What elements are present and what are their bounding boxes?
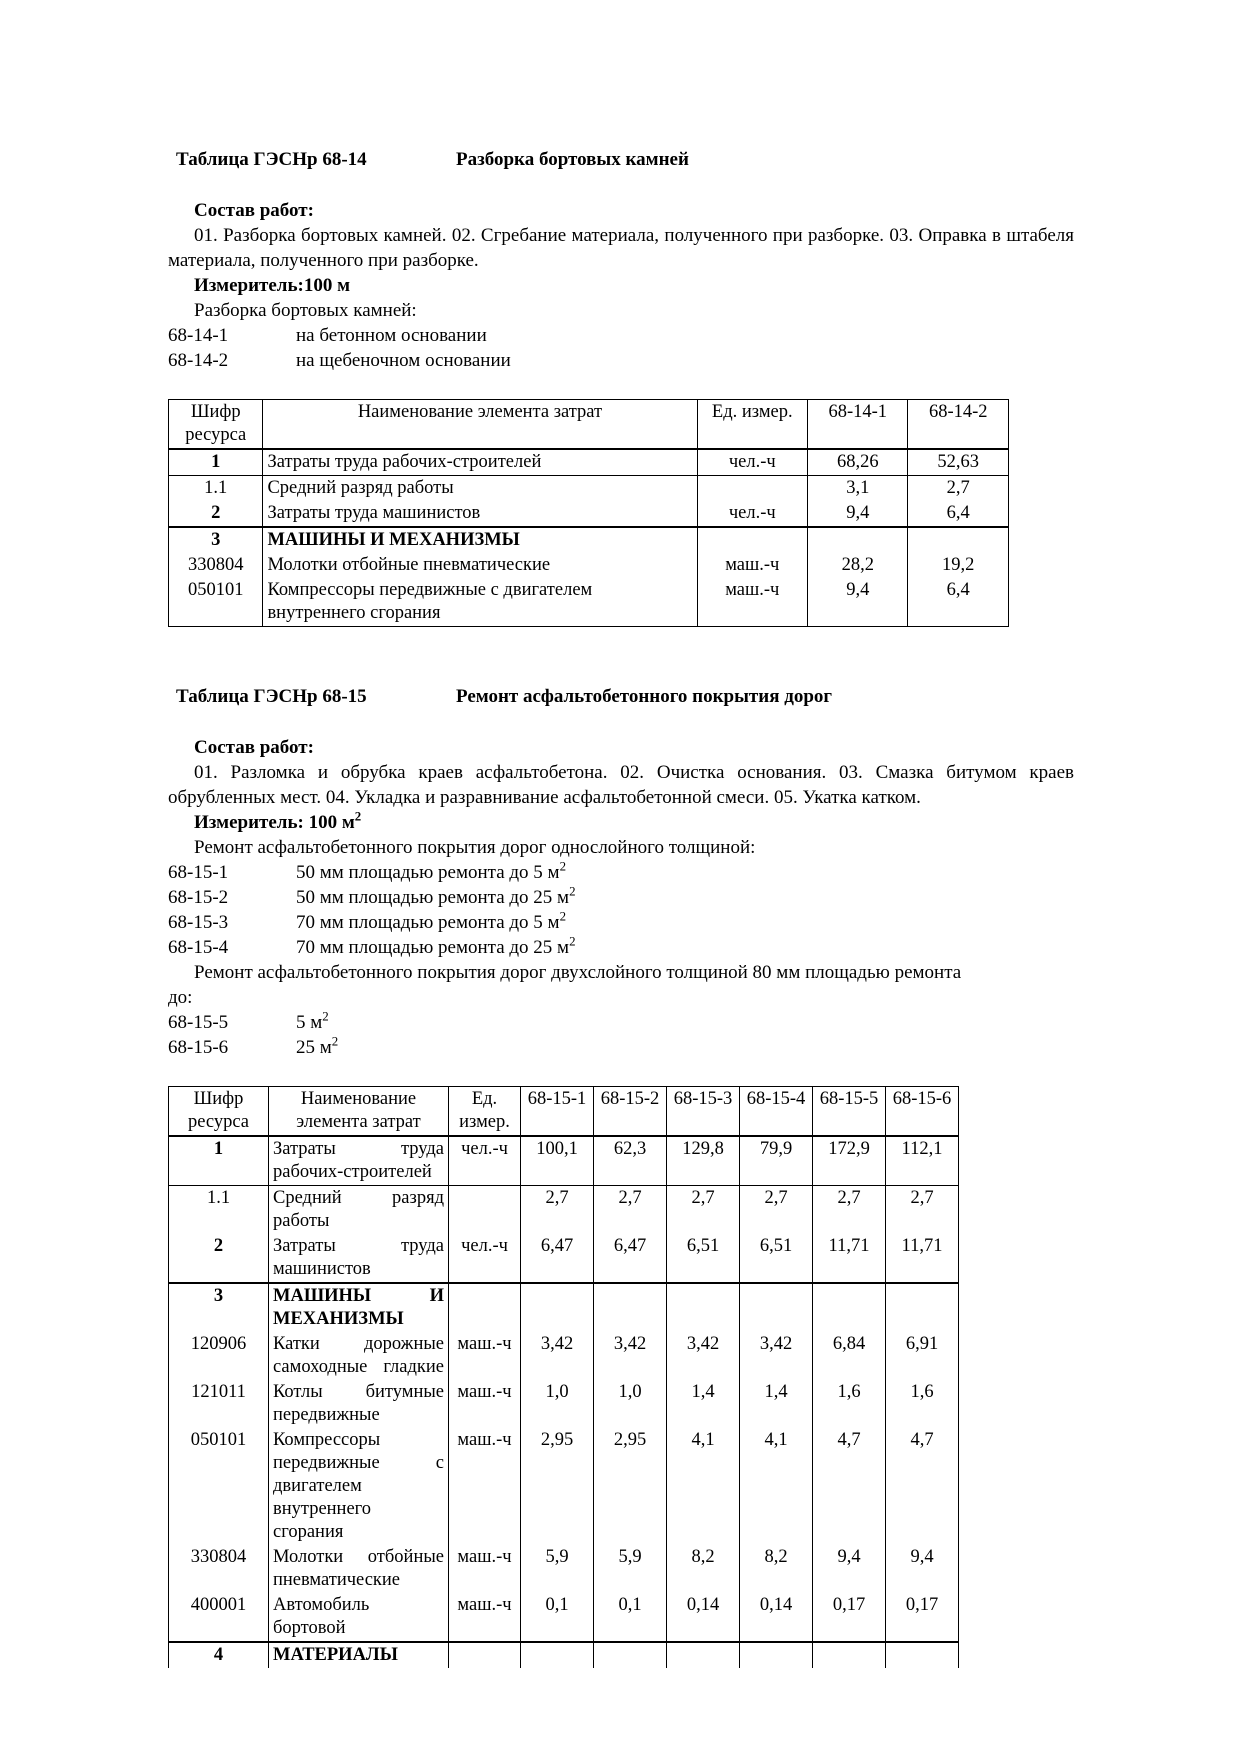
- cell-unit: маш.-ч: [449, 1380, 521, 1428]
- cell-value: 112,1: [886, 1136, 959, 1186]
- variant-sup: 2: [559, 908, 567, 924]
- cell-value: 2,7: [908, 476, 1009, 502]
- cell-value: 4,1: [740, 1428, 813, 1545]
- cell-unit: [697, 527, 808, 553]
- works-label: Состав работ:: [194, 200, 314, 221]
- cell-value: 3,42: [740, 1332, 813, 1380]
- cell-value: [908, 527, 1009, 553]
- cell-value: 9,4: [886, 1545, 959, 1593]
- cell-name: Катки дорожные самоходные гладкие: [269, 1332, 449, 1380]
- variant-code: 68-15-2: [168, 887, 229, 908]
- works-text: 01. Разломка и обрубка краев асфальтобетона. 02. Очистка основания. 03. Смазка битумом краев обрубленных мест. 04. Укладка и разравнивание асфальтобетонной смеси. 05. Укатка катком.: [168, 762, 1074, 808]
- cell-value: 2,7: [886, 1186, 959, 1235]
- cell-unit: чел.-ч: [697, 449, 808, 476]
- cell-unit: маш.-ч: [449, 1332, 521, 1380]
- table-heading-code: Таблица ГЭСНр 68-15: [176, 686, 367, 707]
- table-row: [169, 449, 1009, 476]
- variant-desc: 70 мм площадью ремонта до 25 м: [296, 937, 570, 958]
- variants-intro-2: Ремонт асфальтобетонного покрытия дорог двухслойного толщиной 80 мм площадью ремонта: [194, 962, 962, 983]
- cell-value: [521, 1283, 594, 1332]
- header-cell-unit: Ед. измер.: [697, 400, 808, 450]
- cell-unit: чел.-ч: [697, 501, 808, 527]
- cell-unit: [697, 476, 808, 502]
- cell-value: 6,91: [886, 1332, 959, 1380]
- header-cell-variant: 68-15-1: [521, 1087, 594, 1137]
- table-header-row: [169, 1087, 959, 1137]
- table-heading-68-14: [176, 148, 1074, 172]
- cell-unit: [449, 1186, 521, 1235]
- variant-code: 68-14-1: [168, 325, 229, 346]
- cell-value: [667, 1283, 740, 1332]
- cell-value: 52,63: [908, 449, 1009, 476]
- cell-value: 4,7: [886, 1428, 959, 1545]
- meter-label: Измеритель:100 м: [194, 275, 351, 296]
- variant-code: 68-15-6: [168, 1037, 229, 1058]
- cell-name: Затраты труда машинистов: [269, 1234, 449, 1283]
- cell-value: [813, 1642, 886, 1668]
- variant-item: [168, 1035, 1074, 1060]
- cell-code: 1: [169, 1136, 269, 1186]
- table-row: [169, 553, 1009, 578]
- cell-code: 050101: [169, 1428, 269, 1545]
- variant-item: [168, 935, 1074, 960]
- cell-value: [667, 1642, 740, 1668]
- cell-value: 1,6: [886, 1380, 959, 1428]
- cell-value: 6,84: [813, 1332, 886, 1380]
- header-name-line1: Наименование: [300, 1089, 417, 1109]
- variant-item: [168, 323, 1074, 348]
- cell-value: 100,1: [521, 1136, 594, 1186]
- header-code-line2: ресурса: [187, 1112, 250, 1132]
- cell-unit: маш.-ч: [449, 1545, 521, 1593]
- cell-name: Автомобиль бортовой: [269, 1593, 449, 1642]
- cell-code: 2: [169, 1234, 269, 1283]
- works-text: 01. Разборка бортовых камней. 02. Сгребание материала, полученного при разборке. 03. Оправка в штабеля материала, полученного при разборке.: [168, 225, 1074, 271]
- header-cell-variant: 68-15-6: [886, 1087, 959, 1137]
- cell-name: Средний разряд работы: [269, 1186, 449, 1235]
- header-cell-variant: 68-14-2: [908, 400, 1009, 450]
- header-code-line2: ресурса: [185, 425, 247, 445]
- header-code-line1: Шифр: [190, 402, 241, 422]
- cell-value: [594, 1642, 667, 1668]
- variant-desc: 50 мм площадью ремонта до 5 м: [296, 862, 560, 883]
- cell-value: 28,2: [808, 553, 908, 578]
- variant-item: [168, 910, 1074, 935]
- table-row: [169, 1136, 959, 1186]
- cell-name: Средний разряд работы: [263, 476, 697, 502]
- cell-name: Затраты труда машинистов: [263, 501, 697, 527]
- cell-value: 0,14: [667, 1593, 740, 1642]
- cell-name: Компрессоры передвижные с двигателем внутреннего сгорания: [269, 1428, 449, 1545]
- meter-label-text: Измеритель: 100 м: [194, 812, 355, 833]
- header-name-line2: элемента затрат: [296, 1112, 421, 1132]
- cell-value: 0,17: [813, 1593, 886, 1642]
- variant-item: [168, 860, 1074, 885]
- cell-value: 8,2: [740, 1545, 813, 1593]
- section-68-15: [168, 685, 1074, 1668]
- cell-code: 120906: [169, 1332, 269, 1380]
- cell-name: МАШИНЫ И МЕХАНИЗМЫ: [269, 1283, 449, 1332]
- cell-value: 1,6: [813, 1380, 886, 1428]
- header-cell-code: [169, 400, 263, 450]
- cell-name: Молотки отбойные пневматические: [263, 553, 697, 578]
- cell-name: Молотки отбойные пневматические: [269, 1545, 449, 1593]
- cell-value: 62,3: [594, 1136, 667, 1186]
- cell-unit: чел.-ч: [449, 1136, 521, 1186]
- table-row: [169, 1380, 959, 1428]
- cell-value: [521, 1642, 594, 1668]
- cell-value: 8,2: [667, 1545, 740, 1593]
- variant-code: 68-15-5: [168, 1012, 229, 1033]
- cell-value: 9,4: [808, 501, 908, 527]
- cell-value: 5,9: [521, 1545, 594, 1593]
- table-row: [169, 1428, 959, 1545]
- variants-intro: Разборка бортовых камней:: [194, 300, 417, 321]
- cell-value: 1,4: [667, 1380, 740, 1428]
- cell-code: 330804: [169, 553, 263, 578]
- cell-unit: маш.-ч: [697, 553, 808, 578]
- cell-name: МАШИНЫ И МЕХАНИЗМЫ: [263, 527, 697, 553]
- cell-value: 0,1: [594, 1593, 667, 1642]
- cell-value: 11,71: [886, 1234, 959, 1283]
- cell-value: 6,47: [594, 1234, 667, 1283]
- cell-unit: маш.-ч: [449, 1428, 521, 1545]
- header-cell-variant: 68-15-5: [813, 1087, 886, 1137]
- table-row: [169, 501, 1009, 527]
- page-content: [168, 148, 1074, 1668]
- header-unit-line1: Ед.: [471, 1089, 498, 1109]
- cell-value: 6,51: [740, 1234, 813, 1283]
- header-code-line1: Шифр: [193, 1089, 244, 1109]
- cell-unit: маш.-ч: [449, 1593, 521, 1642]
- variant-item: [168, 1010, 1074, 1035]
- table-header-row: [169, 400, 1009, 450]
- cell-value: 2,7: [521, 1186, 594, 1235]
- cell-code: 330804: [169, 1545, 269, 1593]
- variant-sup: 2: [559, 858, 567, 874]
- cell-code: 2: [169, 501, 263, 527]
- header-cell-unit: [449, 1087, 521, 1137]
- cell-name: Компрессоры передвижные с двигателем внутреннего сгорания: [263, 578, 697, 627]
- variants-intro: Ремонт асфальтобетонного покрытия дорог однослойного толщиной:: [194, 837, 756, 858]
- cell-value: 68,26: [808, 449, 908, 476]
- cell-unit: чел.-ч: [449, 1234, 521, 1283]
- cell-unit: [449, 1642, 521, 1668]
- cell-code: 3: [169, 527, 263, 553]
- section-68-14: [168, 148, 1074, 627]
- cell-code: 050101: [169, 578, 263, 627]
- cell-value: 2,95: [521, 1428, 594, 1545]
- table-heading-name: Ремонт асфальтобетонного покрытия дорог: [456, 686, 833, 707]
- cell-value: 2,7: [594, 1186, 667, 1235]
- cell-value: 0,1: [521, 1593, 594, 1642]
- cell-value: 9,4: [808, 578, 908, 627]
- cell-value: 1,0: [521, 1380, 594, 1428]
- cell-code: 1.1: [169, 1186, 269, 1235]
- header-cell-code: [169, 1087, 269, 1137]
- table-heading-name: Разборка бортовых камней: [456, 149, 689, 170]
- table-group-row: [169, 1642, 959, 1668]
- cell-value: [808, 527, 908, 553]
- cell-value: 9,4: [813, 1545, 886, 1593]
- cell-value: [813, 1283, 886, 1332]
- cell-value: 3,1: [808, 476, 908, 502]
- variant-sup: 2: [569, 933, 576, 949]
- variant-desc: на щебеночном основании: [296, 350, 511, 371]
- variants-intro-2-cont: до:: [168, 987, 193, 1008]
- table-group-row: [169, 1283, 959, 1332]
- resource-table-68-15: [168, 1086, 959, 1668]
- variant-sup: 2: [331, 1033, 339, 1049]
- header-cell-variant: 68-15-4: [740, 1087, 813, 1137]
- cell-value: 6,4: [908, 578, 1009, 627]
- table-heading-code: Таблица ГЭСНр 68-14: [176, 149, 367, 170]
- cell-value: 79,9: [740, 1136, 813, 1186]
- cell-name: Котлы битумные передвижные: [269, 1380, 449, 1428]
- cell-unit: маш.-ч: [697, 578, 808, 627]
- cell-value: 3,42: [667, 1332, 740, 1380]
- table-row: [169, 578, 1009, 627]
- cell-value: 0,17: [886, 1593, 959, 1642]
- variant-code: 68-15-3: [168, 912, 229, 933]
- table-row: [169, 1332, 959, 1380]
- cell-name: Затраты труда рабочих-строителей: [263, 449, 697, 476]
- cell-value: 0,14: [740, 1593, 813, 1642]
- cell-value: 1,4: [740, 1380, 813, 1428]
- cell-value: 6,47: [521, 1234, 594, 1283]
- header-cell-name: Наименование элемента затрат: [263, 400, 697, 450]
- cell-code: 3: [169, 1283, 269, 1332]
- cell-value: 6,51: [667, 1234, 740, 1283]
- header-unit-line2: измер.: [459, 1112, 510, 1132]
- cell-value: [594, 1283, 667, 1332]
- cell-value: 2,7: [667, 1186, 740, 1235]
- variant-code: 68-14-2: [168, 350, 229, 371]
- cell-value: 2,7: [813, 1186, 886, 1235]
- cell-code: 121011: [169, 1380, 269, 1428]
- variant-desc: 25 м: [296, 1037, 332, 1058]
- cell-value: 3,42: [594, 1332, 667, 1380]
- cell-code: 1: [169, 449, 263, 476]
- cell-code: 1.1: [169, 476, 263, 502]
- variant-item: [168, 348, 1074, 373]
- cell-value: 1,0: [594, 1380, 667, 1428]
- cell-value: 4,1: [667, 1428, 740, 1545]
- header-cell-name: [269, 1087, 449, 1137]
- cell-value: 6,4: [908, 501, 1009, 527]
- resource-table-68-14: [168, 399, 1009, 627]
- table-row: [169, 1234, 959, 1283]
- cell-value: 2,7: [740, 1186, 813, 1235]
- cell-value: [740, 1642, 813, 1668]
- cell-value: 3,42: [521, 1332, 594, 1380]
- cell-code: 4: [169, 1642, 269, 1668]
- meter-label: [168, 810, 1074, 835]
- cell-value: 19,2: [908, 553, 1009, 578]
- header-cell-variant: 68-14-1: [808, 400, 908, 450]
- variant-code: 68-15-1: [168, 862, 229, 883]
- table-group-row: [169, 527, 1009, 553]
- variant-item: [168, 885, 1074, 910]
- variant-desc: 5 м: [296, 1012, 323, 1033]
- works-label: Состав работ:: [194, 737, 314, 758]
- cell-value: [740, 1283, 813, 1332]
- cell-unit: [449, 1283, 521, 1332]
- cell-value: 11,71: [813, 1234, 886, 1283]
- cell-value: [886, 1642, 959, 1668]
- variant-desc: 70 мм площадью ремонта до 5 м: [296, 912, 560, 933]
- cell-name: Затраты труда рабочих-строителей: [269, 1136, 449, 1186]
- cell-code: 400001: [169, 1593, 269, 1642]
- variant-desc: 50 мм площадью ремонта до 25 м: [296, 887, 570, 908]
- cell-value: 5,9: [594, 1545, 667, 1593]
- variant-desc: на бетонном основании: [296, 325, 487, 346]
- table-row: [169, 476, 1009, 502]
- table-row: [169, 1545, 959, 1593]
- header-cell-variant: 68-15-3: [667, 1087, 740, 1137]
- cell-value: 172,9: [813, 1136, 886, 1186]
- table-row: [169, 1186, 959, 1235]
- variant-sup: 2: [569, 883, 576, 899]
- cell-name: МАТЕРИАЛЫ: [269, 1642, 449, 1668]
- table-row: [169, 1593, 959, 1642]
- table-heading-68-15: [176, 685, 1074, 709]
- cell-value: 2,95: [594, 1428, 667, 1545]
- meter-label-sup: 2: [354, 808, 362, 824]
- cell-value: [886, 1283, 959, 1332]
- variant-sup: 2: [322, 1008, 329, 1024]
- variant-code: 68-15-4: [168, 937, 229, 958]
- cell-value: 4,7: [813, 1428, 886, 1545]
- header-cell-variant: 68-15-2: [594, 1087, 667, 1137]
- cell-value: 129,8: [667, 1136, 740, 1186]
